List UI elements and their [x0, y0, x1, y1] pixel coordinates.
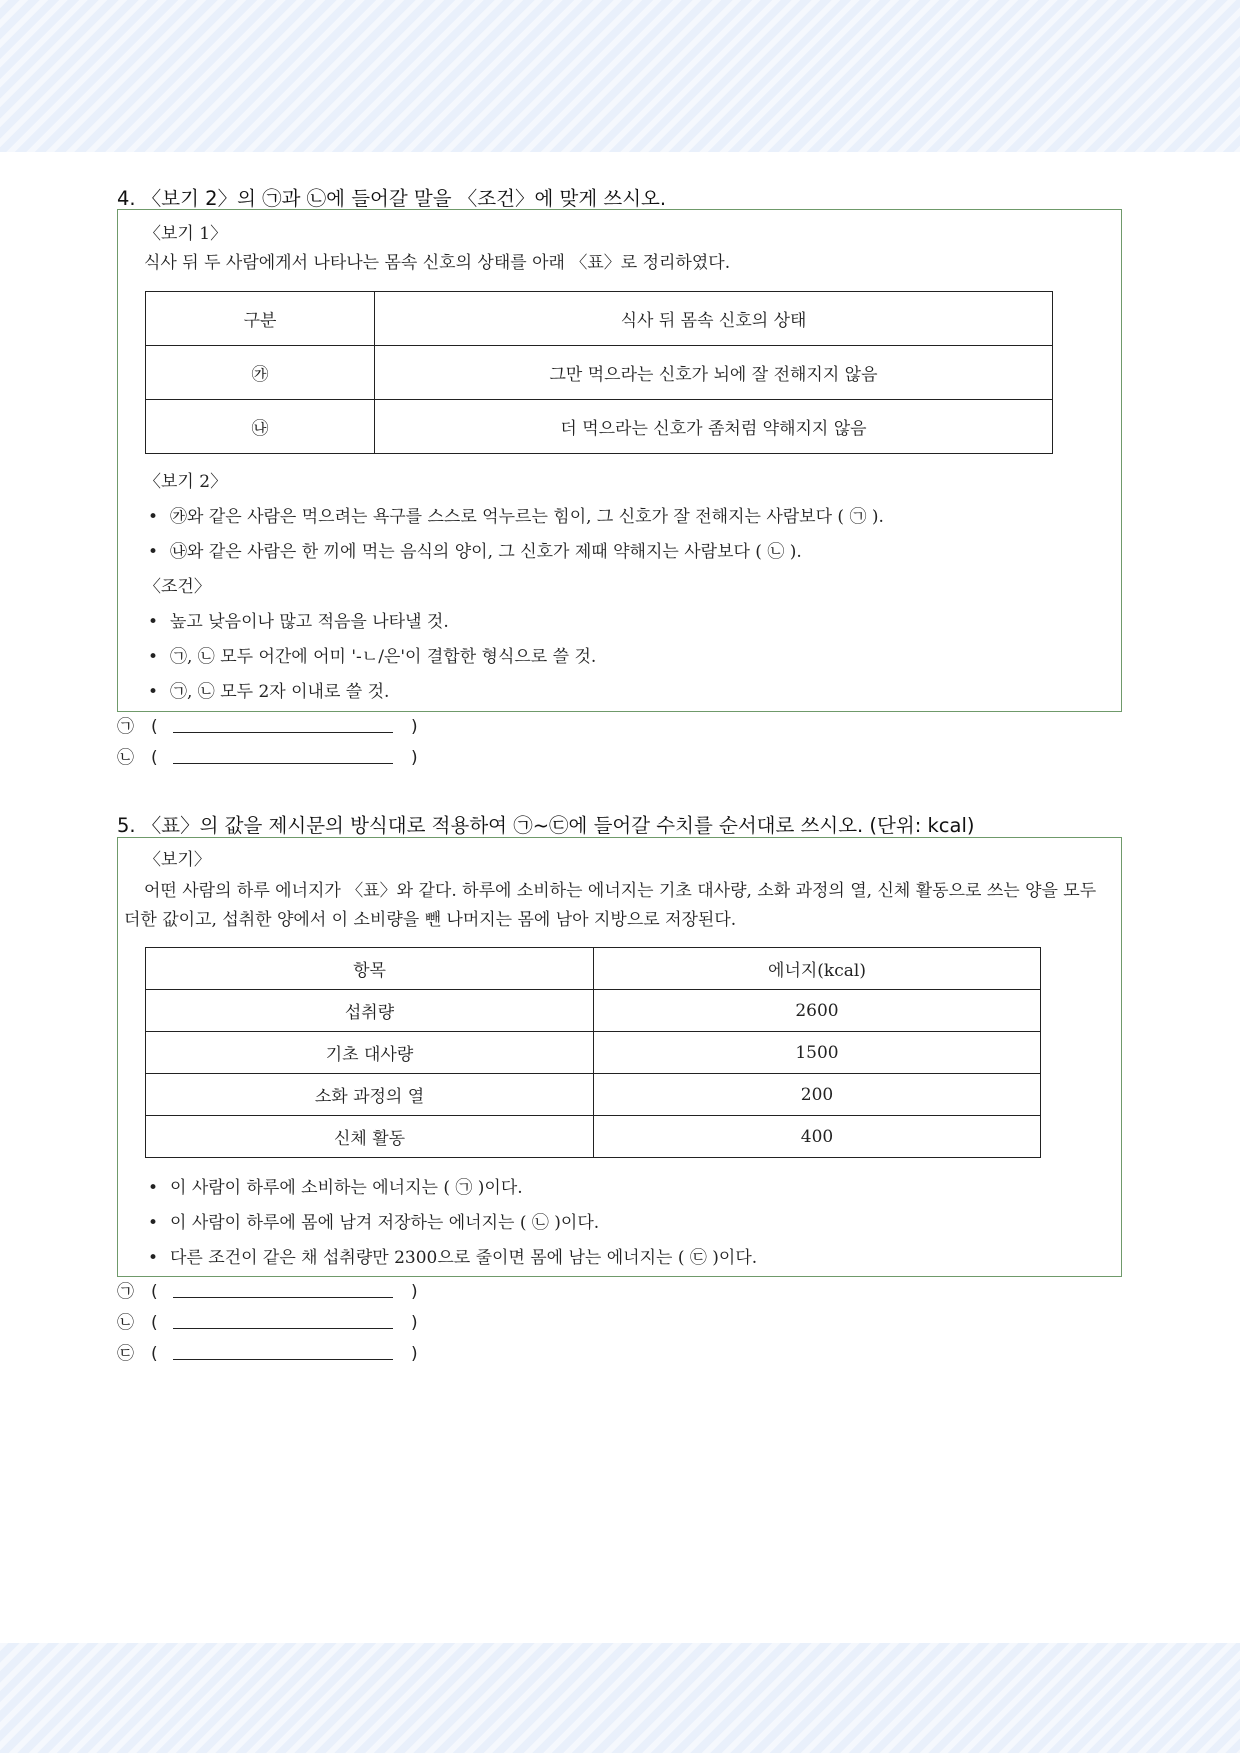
- bullet-icon: •: [148, 612, 159, 632]
- bullet-icon: •: [148, 542, 159, 562]
- condition-item: [148, 677, 389, 702]
- bogi-text-line2: 더한 값이고, 섭취한 양에서 이 소비량을 뺀 나머지는 몸에 남아 지방으로 저장된다.: [124, 910, 737, 930]
- table-cell: 섭취량: [146, 990, 594, 1032]
- table-header-cell: 구분: [146, 292, 375, 346]
- table-header-cell: 식사 뒤 몸속 신호의 상태: [375, 292, 1053, 346]
- bogi2-item: [148, 502, 884, 527]
- table-header-cell: 에너지(kcal): [594, 948, 1041, 990]
- table-cell: 신체 활동: [146, 1116, 594, 1158]
- table-cell: ㉯: [146, 400, 375, 454]
- question-4-title: 4. 〈보기 2〉의 ㉠과 ㉡에 들어갈 말을 〈조건〉에 맞게 쓰시오.: [117, 187, 667, 210]
- paren-open: (: [151, 1344, 158, 1364]
- footer-band: [0, 1643, 1240, 1753]
- paren-open: (: [151, 1313, 158, 1333]
- question-item-text: 다른 조건이 같은 채 섭취량만 2300으로 줄이면 몸에 남는 에너지는 ( ㉢ )이다.: [170, 1248, 758, 1268]
- table-cell: 400: [594, 1116, 1041, 1158]
- bullet-icon: •: [148, 682, 159, 702]
- question-item: [148, 1173, 523, 1198]
- answer-row: [117, 743, 418, 768]
- answer-row: [117, 1339, 418, 1364]
- answer-symbol: ㉡: [117, 1313, 134, 1333]
- bogi-text-line1: 어떤 사람의 하루 에너지가 〈표〉와 같다. 하루에 소비하는 에너지는 기초 대사량, 소화 과정의 열, 신체 활동으로 쓰는 양을 모두: [144, 881, 1097, 901]
- table-row: [146, 990, 1041, 1032]
- bogi2-item-text: ㉮와 같은 사람은 먹으려는 욕구를 스스로 억누르는 힘이, 그 신호가 잘 전해지는 사람보다 ( ㉠ ).: [170, 507, 884, 527]
- bullet-icon: •: [148, 1248, 159, 1268]
- question-item-text: 이 사람이 하루에 몸에 남겨 저장하는 에너지는 ( ㉡ )이다.: [170, 1213, 600, 1233]
- bullet-icon: •: [148, 1178, 159, 1198]
- answer-row: [117, 1308, 418, 1333]
- table-cell: 1500: [594, 1032, 1041, 1074]
- paren-close: ): [411, 1344, 418, 1364]
- table-cell: 더 먹으라는 신호가 좀처럼 약해지지 않음: [375, 400, 1053, 454]
- table-row: [146, 1032, 1041, 1074]
- table-cell: 2600: [594, 990, 1041, 1032]
- answer-row: [117, 712, 418, 737]
- table-row: [146, 400, 1053, 454]
- question-item: [148, 1208, 599, 1233]
- question-4-box: [117, 209, 1122, 712]
- question-item: [148, 1243, 757, 1268]
- condition-item: [148, 642, 596, 667]
- paren-close: ): [411, 1282, 418, 1302]
- table-cell: 소화 과정의 열: [146, 1074, 594, 1116]
- condition-label: 〈조건〉: [144, 577, 211, 597]
- paren-close: ): [411, 717, 418, 737]
- table-cell: ㉮: [146, 346, 375, 400]
- question-item-text: 이 사람이 하루에 소비하는 에너지는 ( ㉠ )이다.: [170, 1178, 523, 1198]
- condition-item-text: 높고 낮음이나 많고 적음을 나타낼 것.: [170, 612, 449, 632]
- answer-symbol: ㉠: [117, 717, 134, 737]
- answer-symbol: ㉢: [117, 1344, 134, 1364]
- question-5-title: 5. 〈표〉의 값을 제시문의 방식대로 적용하여 ㉠~㉢에 들어갈 수치를 순서대로 쓰시오. (단위: kcal): [117, 814, 975, 837]
- bullet-icon: •: [148, 647, 159, 667]
- bogi1-text: 식사 뒤 두 사람에게서 나타나는 몸속 신호의 상태를 아래 〈표〉로 정리하였다.: [144, 253, 731, 273]
- table-header-cell: 항목: [146, 948, 594, 990]
- answer-blank[interactable]: [173, 1287, 393, 1298]
- table-header-row: [146, 292, 1053, 346]
- answer-blank[interactable]: [173, 753, 393, 764]
- paren-open: (: [151, 748, 158, 768]
- bogi1-label: 〈보기 1〉: [144, 224, 228, 244]
- table-cell: 그만 먹으라는 신호가 뇌에 잘 전해지지 않음: [375, 346, 1053, 400]
- header-band: [0, 0, 1240, 152]
- bogi2-label: 〈보기 2〉: [144, 472, 228, 492]
- answer-blank[interactable]: [173, 1318, 393, 1329]
- bogi-label: 〈보기〉: [144, 850, 211, 870]
- condition-item: [148, 607, 449, 632]
- paren-close: ): [411, 1313, 418, 1333]
- table-cell: 200: [594, 1074, 1041, 1116]
- q4-table: [145, 291, 1053, 454]
- bullet-icon: •: [148, 1213, 159, 1233]
- bogi2-item: [148, 537, 802, 562]
- q5-table: [145, 947, 1041, 1158]
- answer-symbol: ㉡: [117, 748, 134, 768]
- condition-item-text: ㉠, ㉡ 모두 2자 이내로 쓸 것.: [170, 682, 390, 702]
- table-header-row: [146, 948, 1041, 990]
- answer-blank[interactable]: [173, 1349, 393, 1360]
- paren-open: (: [151, 1282, 158, 1302]
- paren-close: ): [411, 748, 418, 768]
- answer-row: [117, 1277, 418, 1302]
- question-5-box: [117, 837, 1122, 1277]
- condition-item-text: ㉠, ㉡ 모두 어간에 어미 '-ㄴ/은'이 결합한 형식으로 쓸 것.: [170, 647, 597, 667]
- answer-symbol: ㉠: [117, 1282, 134, 1302]
- answer-blank[interactable]: [173, 722, 393, 733]
- table-row: [146, 1074, 1041, 1116]
- bogi2-item-text: ㉯와 같은 사람은 한 끼에 먹는 음식의 양이, 그 신호가 제때 약해지는 사람보다 ( ㉡ ).: [170, 542, 802, 562]
- table-row: [146, 346, 1053, 400]
- paren-open: (: [151, 717, 158, 737]
- bullet-icon: •: [148, 507, 159, 527]
- table-row: [146, 1116, 1041, 1158]
- table-cell: 기초 대사량: [146, 1032, 594, 1074]
